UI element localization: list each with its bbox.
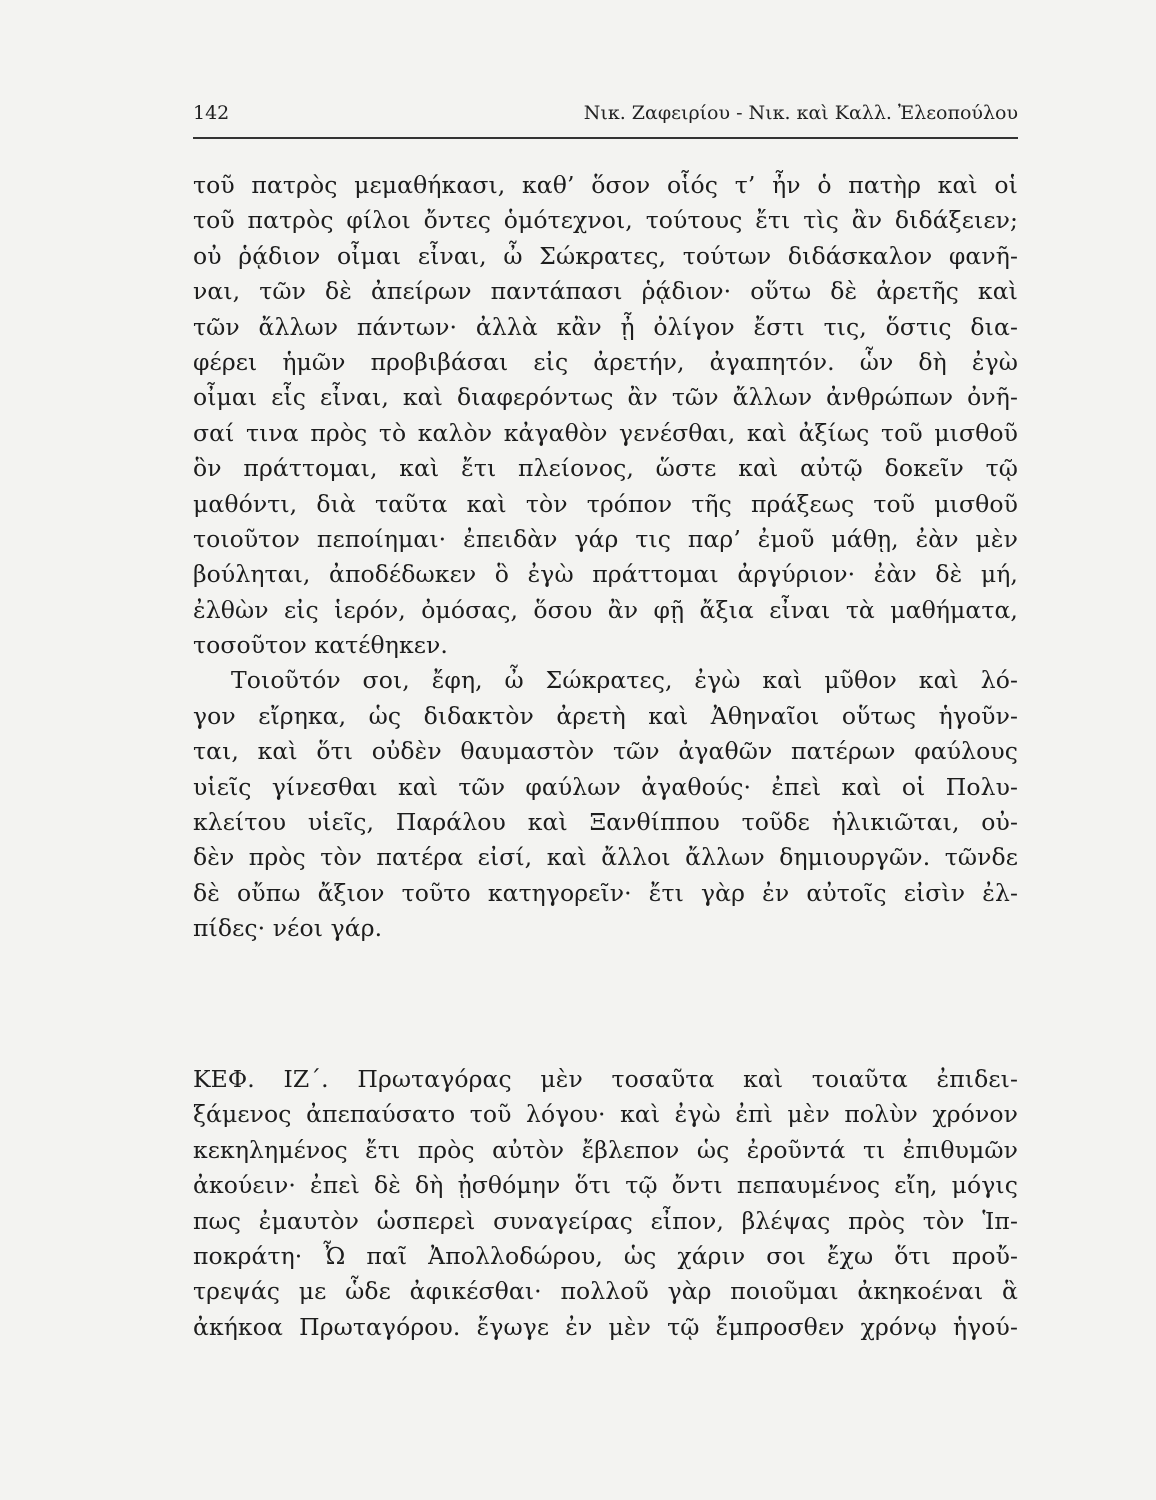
text-line: κεκηλημένος ἔτι πρὸς αὐτὸν ἔβλεπον ὡς ἐροῦντά τι ἐπιθυμῶν xyxy=(193,1135,1018,1164)
text-line: ποκράτη· Ὦ παῖ Ἀπολλοδώρου, ὡς χάριν σοι ἔχω ὅτι προὔ- xyxy=(193,1241,1018,1270)
page-header xyxy=(193,100,1018,136)
text-line: τοῦ πατρὸς φίλοι ὄντες ὁμότεχνοι, τούτους ἔτι τὶς ἂν διδάξειεν; xyxy=(193,206,1018,235)
page-number: 142 xyxy=(193,102,230,124)
header-rule xyxy=(193,137,1018,139)
text-line: τοσοῦτον κατέθηκεν. xyxy=(193,631,449,660)
text-line: οἶμαι εἷς εἶναι, καὶ διαφερόντως ἂν τῶν ἄλλων ἀνθρώπων ὀνῆ- xyxy=(193,383,1018,412)
text-line: σαί τινα πρὸς τὸ καλὸν κἀγαθὸν γενέσθαι, καὶ ἀξίως τοῦ μισθοῦ xyxy=(193,418,1018,447)
running-head: Νικ. Ζαφειρίου - Νικ. καὶ Καλλ. Ἐλεοπούλου xyxy=(583,102,1018,124)
text-line: πίδες· νέοι γάρ. xyxy=(193,914,383,943)
paragraph-2 xyxy=(193,663,1018,946)
text-line: βούληται, ἀποδέδωκεν ὃ ἐγὼ πράττομαι ἀργύριον· ἐὰν δὲ μή, xyxy=(193,560,1018,589)
text-line: ἐλθὼν εἰς ἱερόν, ὀμόσας, ὅσου ἂν φῇ ἄξια εἶναι τὰ μαθήματα, xyxy=(193,595,1018,624)
text-line: πως ἐμαυτὸν ὡσπερεὶ συναγείρας εἶπον, βλέψας πρὸς τὸν Ἱπ- xyxy=(193,1206,1018,1235)
text-line: δὲν πρὸς τὸν πατέρα εἰσί, καὶ ἄλλοι ἄλλων δημιουργῶν. τῶνδε xyxy=(193,843,1018,872)
text-line: μαθόντι, διὰ ταῦτα καὶ τὸν τρόπον τῆς πράξεως τοῦ μισθοῦ xyxy=(193,489,1018,518)
text-line: υἱεῖς γίνεσθαι καὶ τῶν φαύλων ἀγαθούς· ἐπεὶ καὶ οἱ Πολυ- xyxy=(193,772,1018,801)
text-line: ἀκήκοα Πρωταγόρου. ἔγωγε ἐν μὲν τῷ ἔμπροσθεν χρόνῳ ἡγού- xyxy=(193,1312,1018,1341)
text-line: ναι, τῶν δὲ ἀπείρων παντάπασι ῥᾴδιον· οὕτω δὲ ἀρετῆς καὶ xyxy=(193,277,1018,306)
text-line: ἀκούειν· ἐπεὶ δὲ δὴ ᾐσθόμην ὅτι τῷ ὄντι πεπαυμένος εἴη, μόγις xyxy=(193,1171,1018,1200)
text-line: φέρει ἡμῶν προβιβάσαι εἰς ἀρετήν, ἀγαπητόν. ὧν δὴ ἐγὼ xyxy=(193,347,1018,376)
paragraph-1 xyxy=(193,168,1018,663)
text-line: κλείτου υἱεῖς, Παράλου καὶ Ξανθίππου τοῦδε ἡλικιῶται, οὐ- xyxy=(193,808,1018,837)
text-line: τοιοῦτον πεποίημαι· ἐπειδὰν γάρ τις παρ’ ἐμοῦ μάθῃ, ἐὰν μὲν xyxy=(193,524,1018,553)
text-line: τῶν ἄλλων πάντων· ἀλλὰ κἂν ᾖ ὀλίγον ἔστι τις, ὅστις δια- xyxy=(193,312,1018,341)
chapter-heading-line: ΚΕΦ. ΙΖ΄. Πρωταγόρας μὲν τοσαῦτα καὶ τοιαῦτα ἐπιδει- xyxy=(193,1065,1018,1093)
text-line: ται, καὶ ὅτι οὐδὲν θαυμαστὸν τῶν ἀγαθῶν πατέρων φαύλους xyxy=(193,737,1018,766)
chapter-section xyxy=(193,1062,1018,1345)
text-line: τοῦ πατρὸς μεμαθήκασι, καθ’ ὅσον οἷός τ’ ἦν ὁ πατὴρ καὶ οἱ xyxy=(193,171,1018,199)
body-text xyxy=(193,168,1018,947)
text-line: ὃν πράττομαι, καὶ ἔτι πλείονος, ὥστε καὶ αὐτῷ δοκεῖν τῷ xyxy=(193,454,1018,483)
text-line: γον εἴρηκα, ὡς διδακτὸν ἀρετὴ καὶ Ἀθηναῖοι οὕτως ἡγοῦν- xyxy=(193,701,1018,730)
text-line: Τοιοῦτόν σοι, ἔφη, ὦ Σώκρατες, ἐγὼ καὶ μῦθον καὶ λό- xyxy=(231,666,1018,695)
text-line: ξάμενος ἀπεπαύσατο τοῦ λόγου· καὶ ἐγὼ ἐπὶ μὲν πολὺν χρόνον xyxy=(193,1100,1018,1129)
text-line: οὐ ῥᾴδιον οἶμαι εἶναι, ὦ Σώκρατες, τούτων διδάσκαλον φανῆ- xyxy=(193,241,1018,270)
text-line: τρεψάς με ὧδε ἀφικέσθαι· πολλοῦ γὰρ ποιοῦμαι ἀκηκοέναι ἃ xyxy=(193,1277,1018,1306)
text-line: δὲ οὔπω ἄξιον τοῦτο κατηγορεῖν· ἔτι γὰρ ἐν αὐτοῖς εἰσὶν ἐλ- xyxy=(193,878,1018,907)
